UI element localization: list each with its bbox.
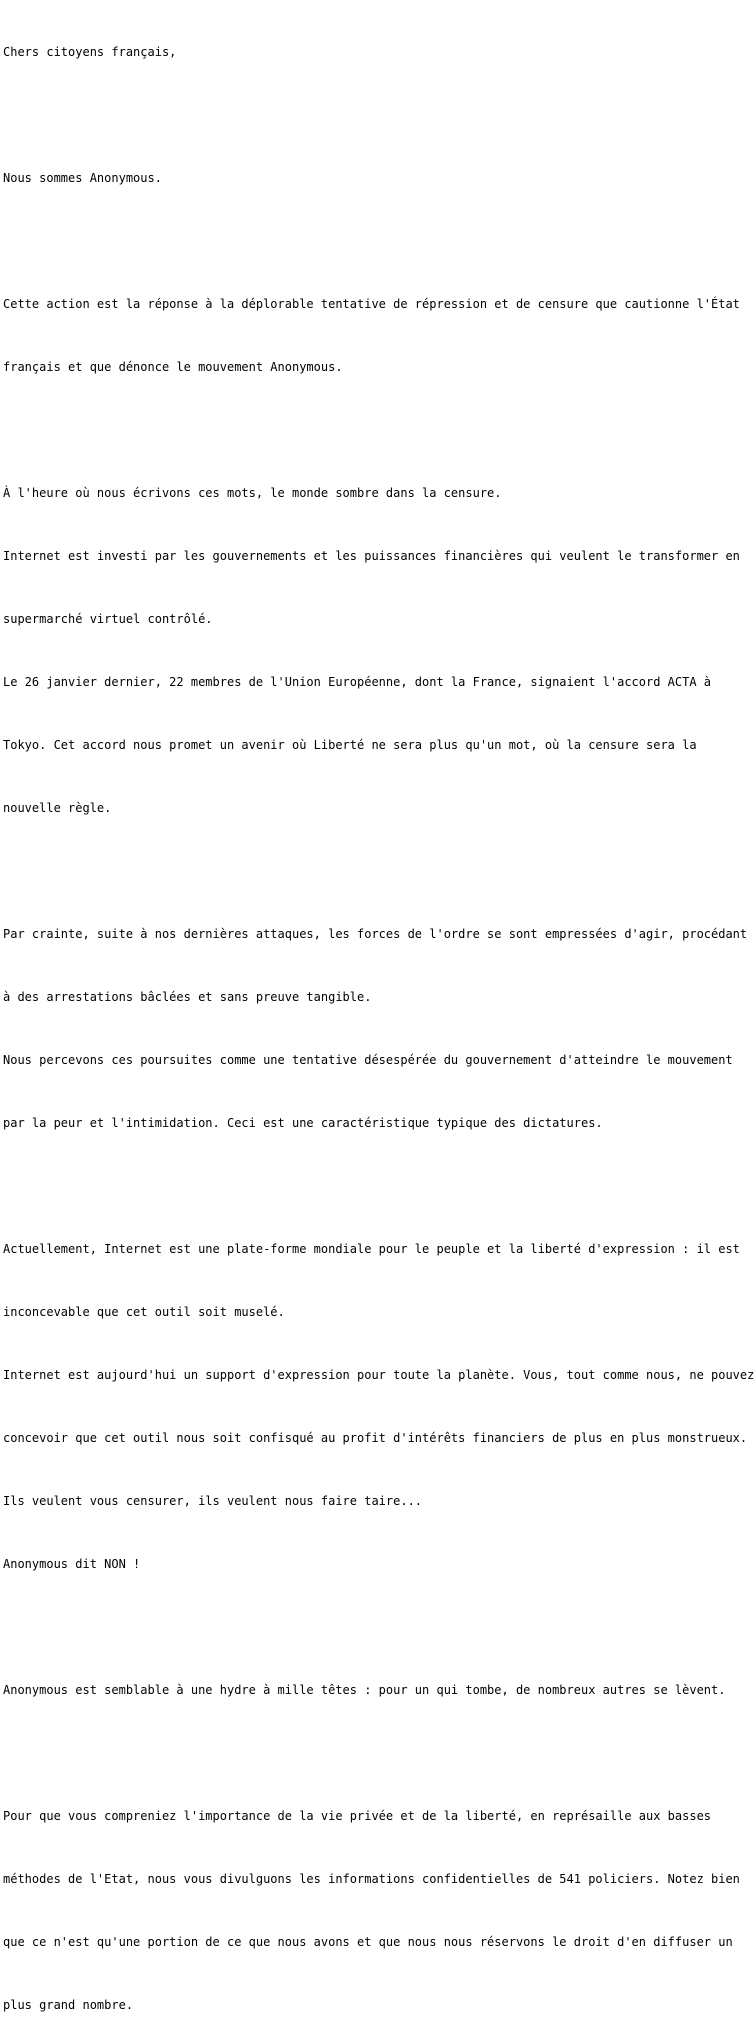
text-line: plus grand nombre. xyxy=(3,1998,134,2012)
text-line: Le 26 janvier dernier, 22 membres de l'Union Européenne, dont la France, signaient l'accord ACTA à xyxy=(3,675,712,689)
text-line: méthodes de l'Etat, nous vous divulguons les informations confidentielles de 541 policiers. Notez bien xyxy=(3,1872,740,1886)
text-line: Ils veulent vous censurer, ils veulent nous faire taire... xyxy=(3,1494,423,1508)
text-line: Anonymous dit NON ! xyxy=(3,1557,141,1571)
text-line: Nous sommes Anonymous. xyxy=(3,171,162,185)
text-line: que ce n'est qu'une portion de ce que nous avons et que nous nous réservons le droit d'en diffuser un xyxy=(3,1935,733,1949)
text-line: à des arrestations bâclées et sans preuve tangible. xyxy=(3,990,372,1004)
text-line: inconcevable que cet outil soit muselé. xyxy=(3,1305,285,1319)
blank-line xyxy=(3,420,737,441)
text-line: Anonymous est semblable à une hydre à mille têtes : pour un qui tombe, de nombreux autres se lèvent. xyxy=(3,1683,726,1697)
text-line: Tokyo. Cet accord nous promet un avenir où Liberté ne sera plus qu'un mot, où la censure sera la xyxy=(3,738,697,752)
blank-line xyxy=(3,105,737,126)
text-line: français et que dénonce le mouvement Anonymous. xyxy=(3,360,343,374)
blank-line xyxy=(3,861,737,882)
blank-line xyxy=(3,231,737,252)
text-line: supermarché virtuel contrôlé. xyxy=(3,612,213,626)
text-line: Actuellement, Internet est une plate-forme mondiale pour le peuple et la liberté d'expression : il est xyxy=(3,1242,740,1256)
blank-line xyxy=(3,1176,737,1197)
text-line: À l'heure où nous écrivons ces mots, le monde sombre dans la censure. xyxy=(3,486,502,500)
text-line: Internet est investi par les gouvernements et les puissances financières qui veulent le transformer en xyxy=(3,549,740,563)
text-line: Par crainte, suite à nos dernières attaques, les forces de l'ordre se sont empressées d'agir, procédant xyxy=(3,927,748,941)
text-line: nouvelle règle. xyxy=(3,801,112,815)
blank-line xyxy=(3,1617,737,1638)
text-line: Chers citoyens français, xyxy=(3,45,177,59)
text-line: par la peur et l'intimidation. Ceci est une caractéristique typique des dictatures. xyxy=(3,1116,603,1130)
text-line: Nous percevons ces poursuites comme une tentative désespérée du gouvernement d'atteindre le mouvement xyxy=(3,1053,733,1067)
text-line: Pour que vous compreniez l'importance de la vie privée et de la liberté, en représaille aux basses xyxy=(3,1809,712,1823)
blank-line xyxy=(3,1743,737,1764)
text-line: Cette action est la réponse à la déplorable tentative de répression et de censure que cautionne l'État xyxy=(3,297,740,311)
text-line: concevoir que cet outil nous soit confisqué au profit d'intérêts financiers de plus en plus monstrueux. xyxy=(3,1431,748,1445)
text-line: Internet est aujourd'hui un support d'expression pour toute la planète. Vous, tout comme nous, ne pouvez xyxy=(3,1368,754,1382)
